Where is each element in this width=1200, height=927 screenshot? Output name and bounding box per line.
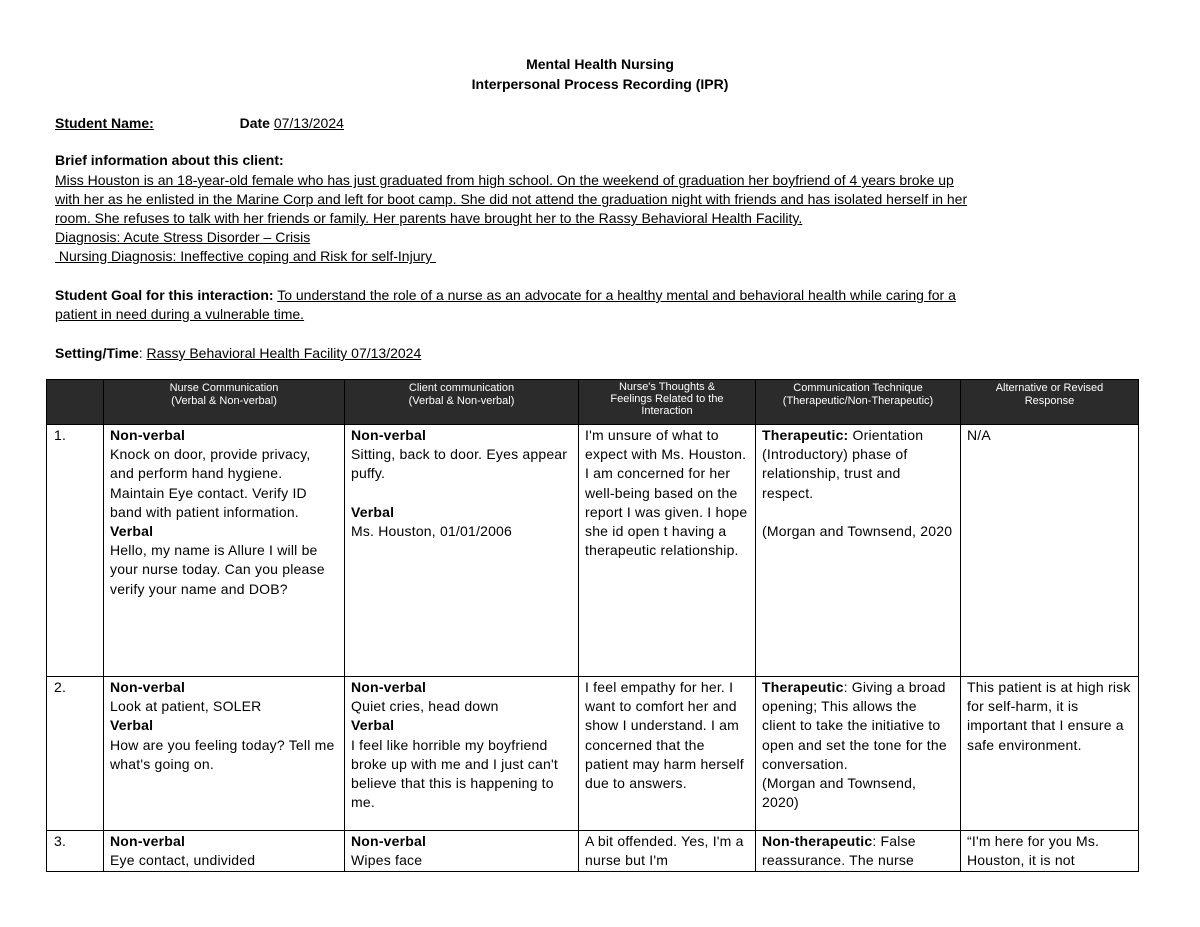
goal-label: Student Goal for this interaction: bbox=[55, 287, 274, 303]
header-client-communication: Client communication (Verbal & Non-verbal) bbox=[345, 380, 579, 425]
nurse-nonverbal-text: Eye contact, undivided bbox=[110, 852, 256, 869]
client-verbal-text: Ms. Houston, 01/01/2006 bbox=[351, 522, 513, 539]
nurse-verbal-text: Hello, my name is Allure I will be your nurse today. Can you please verify your name and DOB? bbox=[110, 542, 325, 597]
setting-line bbox=[55, 344, 1150, 363]
nurse-nonverbal-label: Non-verbal bbox=[110, 833, 186, 849]
nurse-verbal-text: How are you feeling today? Tell me what's going on. bbox=[110, 736, 335, 772]
client-nonverbal-text: Sitting, back to door. Eyes appear puffy. bbox=[351, 446, 568, 482]
header-nurse-thoughts: Nurse's Thoughts & Feelings Related to the Interaction bbox=[579, 380, 756, 425]
nurse-thoughts-cell: A bit offended. Yes, I'm a nurse but I'm bbox=[579, 831, 756, 872]
client-communication-cell bbox=[345, 831, 579, 872]
nurse-nonverbal-text: Knock on door, provide privacy, and perform hand hygiene. Maintain Eye contact. Verify ID band with patient information. bbox=[110, 446, 311, 520]
header-communication-technique: Communication Technique (Therapeutic/Non-Therapeutic) bbox=[756, 380, 961, 425]
date-label: Date bbox=[239, 115, 270, 131]
student-name-label: Student Name: bbox=[55, 115, 154, 131]
table-row bbox=[47, 677, 1139, 831]
client-info-line-2: with her as he enlisted in the Marine Corp and left for boot camp. She did not attend the graduation night with friends and has isolated herself in her bbox=[55, 191, 968, 207]
header-nurse-communication: Nurse Communication (Verbal & Non-verbal) bbox=[104, 380, 345, 425]
goal-text-1: To understand the role of a nurse as an advocate for a healthy mental and behavioral health while caring for a bbox=[277, 287, 956, 303]
alternative-cell: This patient is at high risk for self-harm, it is important that I ensure a safe environment. bbox=[961, 677, 1139, 831]
client-communication-cell bbox=[345, 425, 579, 677]
diagnosis: Diagnosis: Acute Stress Disorder – Crisis bbox=[55, 229, 311, 245]
alternative-cell: N/A bbox=[961, 425, 1139, 677]
nurse-verbal-label: Verbal bbox=[110, 717, 154, 734]
alternative-cell: “I'm here for you Ms. Houston, it is not bbox=[961, 831, 1139, 872]
table-header-row bbox=[47, 380, 1139, 425]
nurse-nonverbal-text: Look at patient, SOLER bbox=[110, 698, 262, 715]
table-row bbox=[47, 831, 1139, 872]
technique-reference: (Morgan and Townsend, 2020 bbox=[762, 522, 953, 539]
goal-line-1 bbox=[55, 286, 1150, 305]
nurse-communication-cell bbox=[104, 425, 345, 677]
client-verbal-label: Verbal bbox=[351, 717, 395, 734]
table-row bbox=[47, 425, 1139, 677]
nurse-communication-cell bbox=[104, 677, 345, 831]
client-info-line-1: Miss Houston is an 18-year-old female who has just graduated from high school. On the weekend of graduation her boyfriend of 4 years broke up bbox=[55, 172, 954, 188]
row-number: 3. bbox=[47, 831, 104, 872]
technique-text: : False reassurance. The nurse bbox=[762, 833, 916, 869]
document-subtitle: Interpersonal Process Recording (IPR) bbox=[471, 76, 729, 92]
nurse-communication-cell bbox=[104, 831, 345, 872]
setting-value: Rassy Behavioral Health Facility 07/13/2024 bbox=[146, 345, 422, 361]
client-info-line-3: room. She refuses to talk with her friends or family. Her parents have brought her to the Rassy Behavioral Health Facility. bbox=[55, 210, 803, 226]
client-nonverbal-text: Quiet cries, head down bbox=[351, 698, 499, 715]
technique-cell bbox=[756, 425, 961, 677]
header-alternative-response: Alternative or Revised Response bbox=[961, 380, 1139, 425]
date-value: 07/13/2024 bbox=[273, 115, 344, 131]
setting-label: Setting/Time bbox=[55, 345, 139, 361]
header-number bbox=[47, 380, 104, 425]
client-nonverbal-text: Wipes face bbox=[351, 852, 423, 869]
document-title: Mental Health Nursing bbox=[526, 56, 674, 72]
technique-text: : Giving a broad opening; This allows the client to take the initiative to open and set the tone for the conversation. bbox=[762, 679, 947, 772]
nurse-nonverbal-label: Non-verbal bbox=[110, 427, 186, 443]
nurse-thoughts-cell: I feel empathy for her. I want to comfort her and show I understand. I am concerned that the patient may harm herself due to answers. bbox=[579, 677, 756, 831]
technique-label: Therapeutic bbox=[762, 679, 844, 695]
technique-cell bbox=[756, 677, 961, 831]
technique-text: Orientation (Introductory) phase of relationship, trust and respect. bbox=[762, 427, 924, 501]
student-line bbox=[55, 114, 1150, 133]
goal-text-2: patient in need during a vulnerable time. bbox=[55, 306, 305, 322]
nurse-thoughts-cell: I'm unsure of what to expect with Ms. Houston. I am concerned for her well-being based on the report I was given. I hope she id open t having a therapeutic relationship. bbox=[579, 425, 756, 677]
nurse-verbal-label: Verbal bbox=[110, 523, 154, 540]
row-number: 2. bbox=[47, 677, 104, 831]
technique-cell bbox=[756, 831, 961, 872]
nursing-diagnosis: Nursing Diagnosis: Ineffective coping and Risk for self-Injury bbox=[55, 248, 437, 264]
technique-label: Non-therapeutic bbox=[762, 833, 873, 849]
client-nonverbal-label: Non-verbal bbox=[351, 679, 427, 695]
client-verbal-text: I feel like horrible my boyfriend broke up with me and I just can't believe that this is happening to me. bbox=[351, 736, 558, 811]
ipr-table bbox=[46, 379, 1139, 872]
technique-reference: (Morgan and Townsend, 2020) bbox=[762, 775, 917, 811]
row-number: 1. bbox=[47, 425, 104, 677]
setting-sep: : bbox=[138, 345, 143, 361]
client-nonverbal-label: Non-verbal bbox=[351, 427, 427, 443]
nurse-nonverbal-label: Non-verbal bbox=[110, 679, 186, 695]
client-nonverbal-label: Non-verbal bbox=[351, 833, 427, 849]
technique-label: Therapeutic: bbox=[762, 427, 849, 443]
client-info-heading: Brief information about this client: bbox=[55, 152, 284, 168]
client-verbal-label: Verbal bbox=[351, 503, 395, 520]
client-communication-cell bbox=[345, 677, 579, 831]
